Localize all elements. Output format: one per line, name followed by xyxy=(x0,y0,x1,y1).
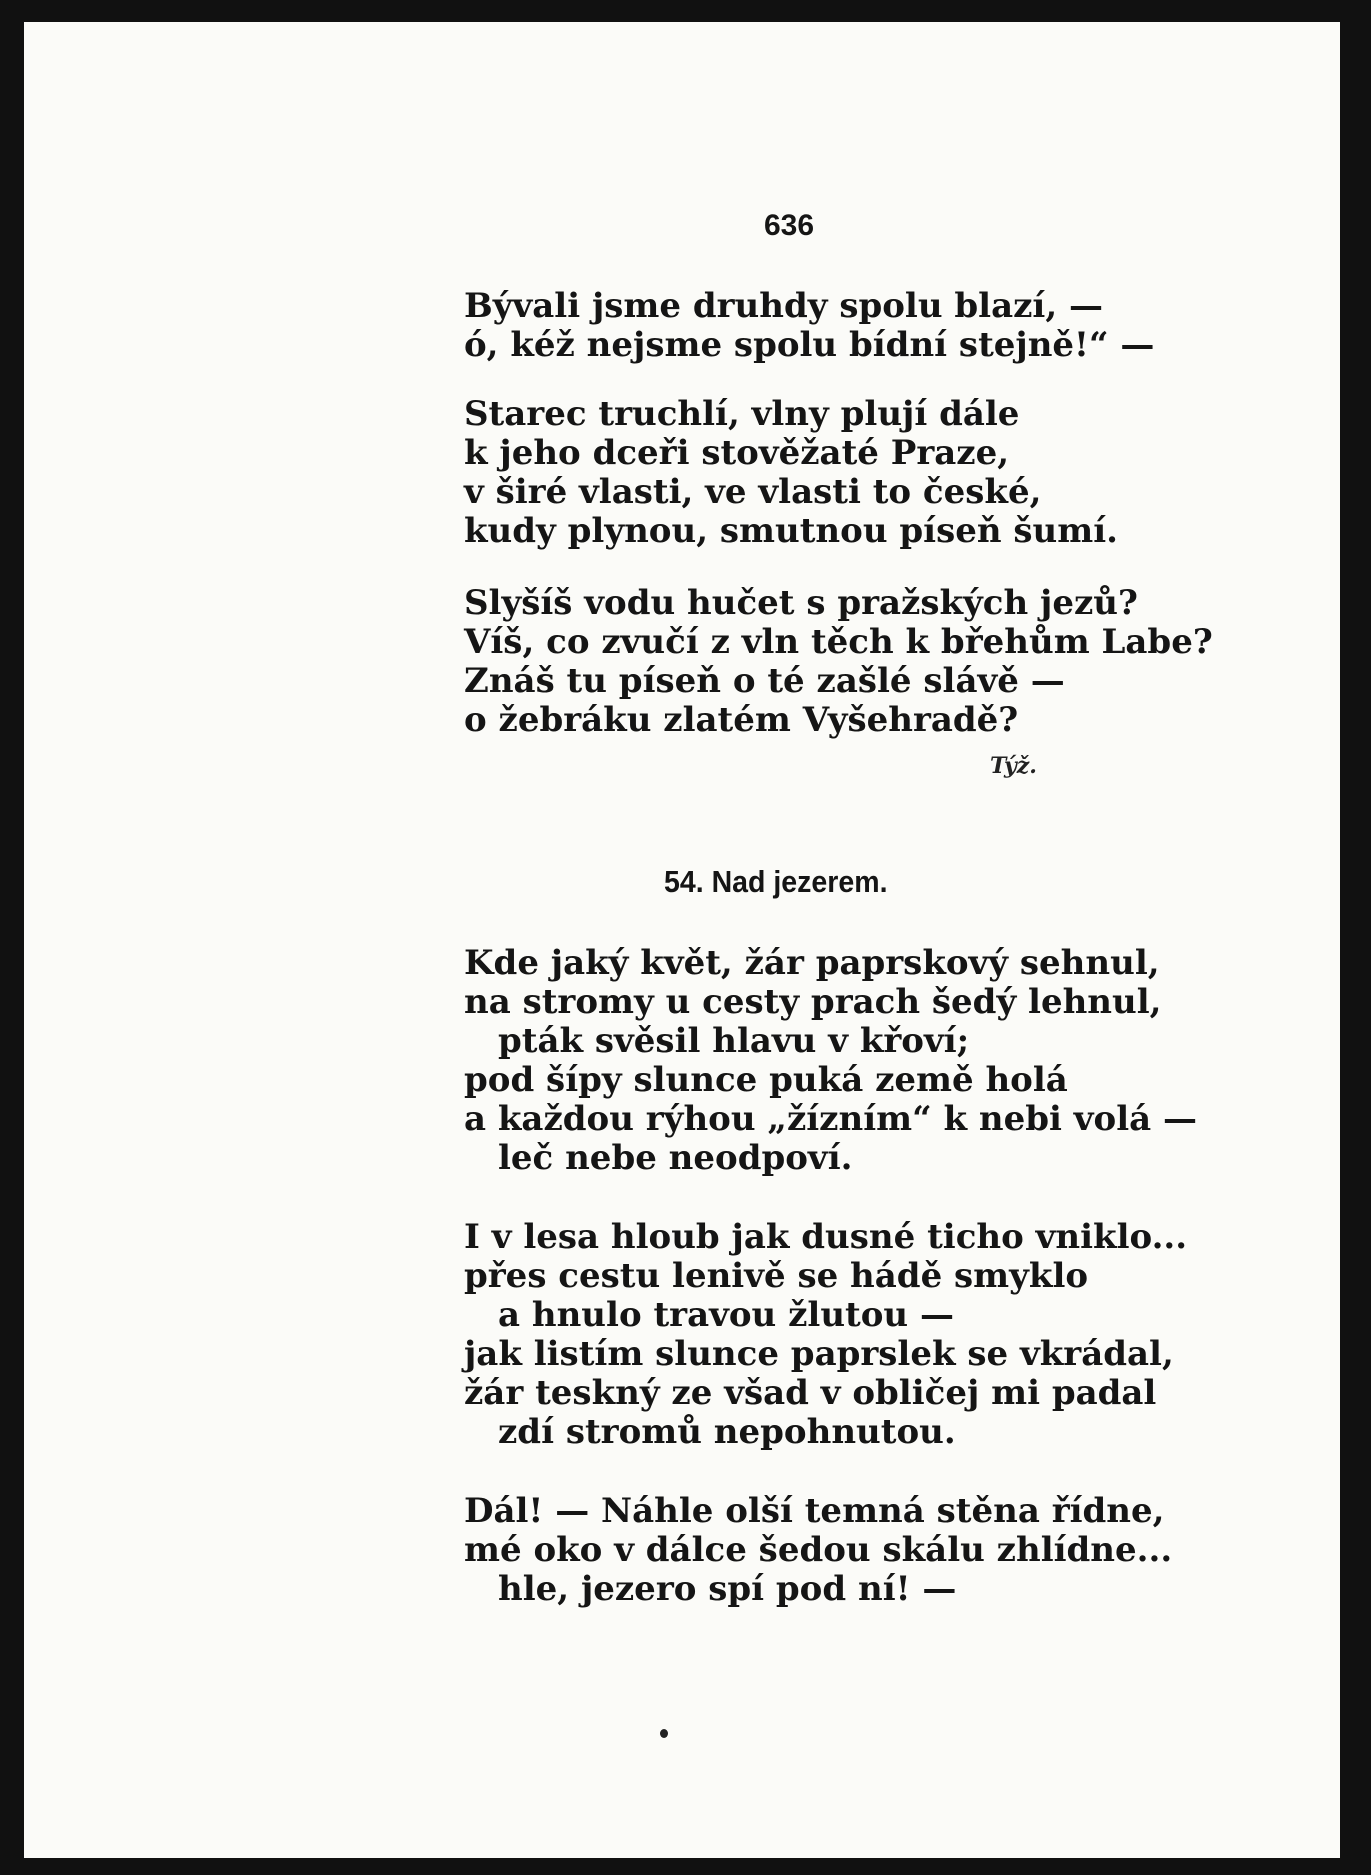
verse-line: jak listím slunce paprslek se vkrádal, xyxy=(464,1334,1174,1374)
verse-line: žár teskný ze všad v obličej mi padal xyxy=(464,1373,1157,1413)
verse-line: k jeho dceři stověžaté Praze, xyxy=(464,433,1010,473)
verse-line: o žebráku zlatém Vyšehradě? xyxy=(464,700,1019,740)
poem-title: 54. Nad jezerem. xyxy=(664,864,888,899)
verse-line: Kde jaký květ, žár paprskový sehnul, xyxy=(464,943,1160,983)
verse-line: Starec truchlí, vlny plují dále xyxy=(464,394,1020,434)
verse-line: Znáš tu píseň o té zašlé slávě — xyxy=(464,661,1065,701)
stanza-top-2 xyxy=(464,395,1118,551)
stanza-top-1 xyxy=(464,287,1154,365)
stanza-poem-1 xyxy=(464,944,1197,1178)
stanza-poem-2 xyxy=(464,1218,1187,1452)
verse-line: kudy plynou, smutnou píseň šumí. xyxy=(464,511,1118,551)
verse-line: ó, kéž nejsme spolu bídní stejně!“ — xyxy=(464,325,1155,365)
verse-line: Víš, co zvučí z vln těch k břehům Labe? xyxy=(464,622,1213,662)
verse-line: na stromy u cesty prach šedý lehnul, xyxy=(464,982,1162,1022)
verse-line: pták svěsil hlavu v křoví; xyxy=(498,1021,970,1061)
verse-line: Bývali jsme druhdy spolu blazí, — xyxy=(464,286,1104,326)
verse-line: v širé vlasti, ve vlasti to české, xyxy=(464,472,1042,512)
verse-line: Slyšíš vodu hučet s pražských jezů? xyxy=(464,583,1138,623)
stanza-top-3 xyxy=(464,584,1213,740)
verse-line: I v lesa hloub jak dusné ticho vniklo... xyxy=(464,1217,1188,1257)
author-signature: Týž. xyxy=(990,753,1037,779)
verse-line: mé oko v dálce šedou skálu zhlídne... xyxy=(464,1530,1173,1570)
verse-line: a hnulo travou žlutou — xyxy=(498,1295,954,1335)
book-page xyxy=(24,22,1340,1858)
verse-line: přes cestu lenivě se hádě smyklo xyxy=(464,1256,1089,1296)
page-number: 636 xyxy=(764,209,815,242)
verse-line: hle, jezero spí pod ní! — xyxy=(498,1569,957,1609)
verse-line: pod šípy slunce puká země holá xyxy=(464,1060,1068,1100)
verse-line: zdí stromů nepohnutou. xyxy=(498,1412,956,1452)
stanza-poem-3 xyxy=(464,1492,1172,1609)
verse-line: leč nebe neodpoví. xyxy=(498,1138,853,1178)
verse-line: a každou rýhou „žízním“ k nebi volá — xyxy=(464,1099,1197,1139)
verse-line: Dál! — Náhle olší temná stěna řídne, xyxy=(464,1491,1165,1531)
ink-speck xyxy=(660,1729,668,1738)
